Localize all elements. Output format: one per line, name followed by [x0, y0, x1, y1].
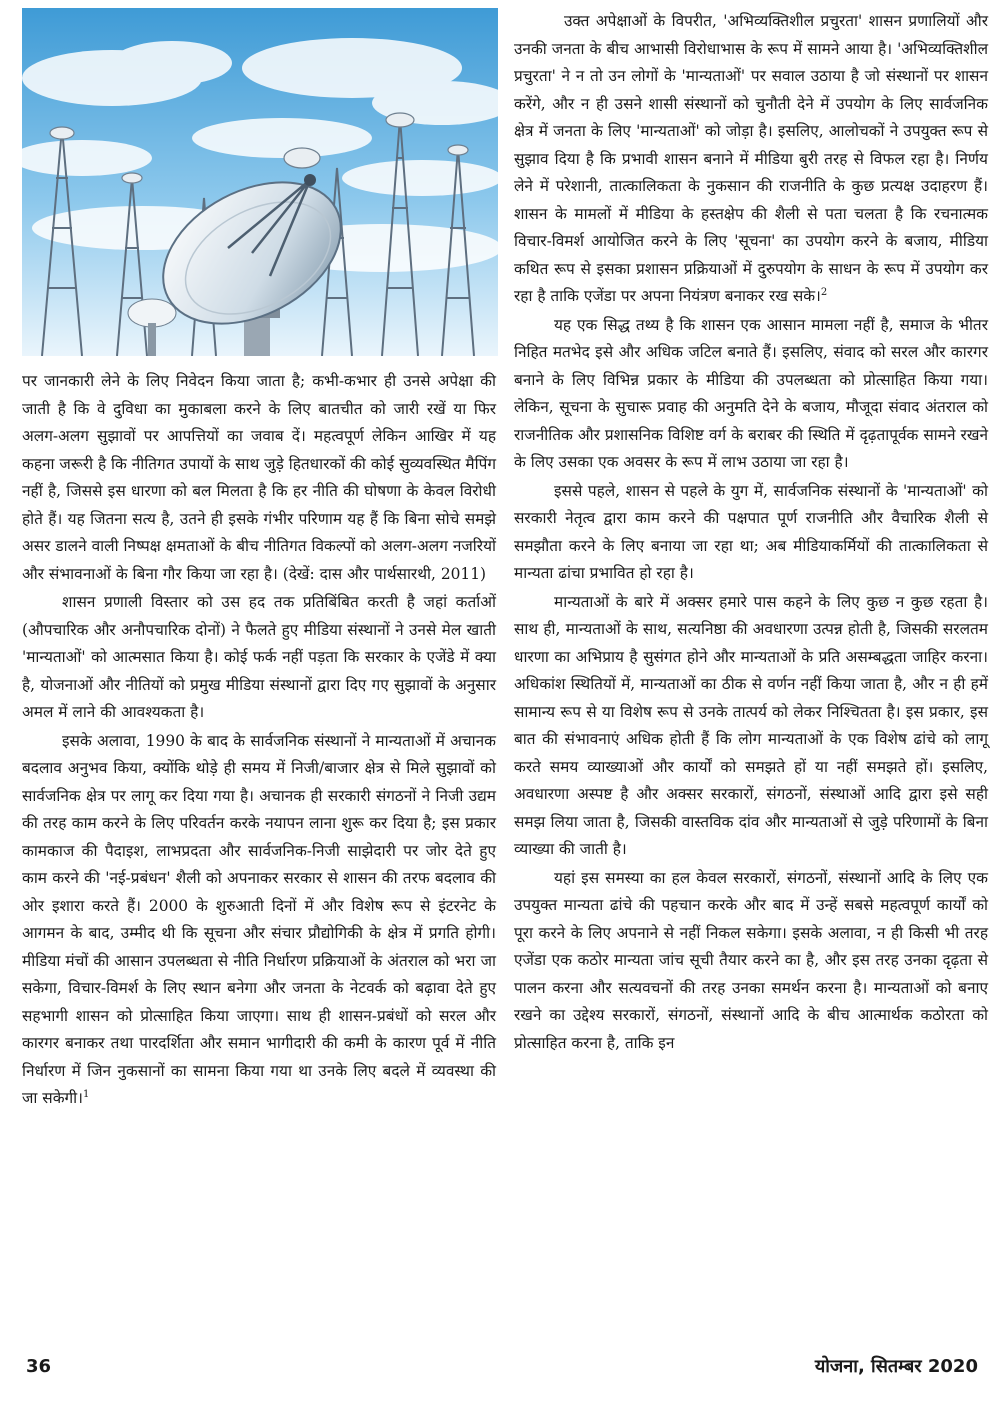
right-paragraph-5: यहां इस समस्या का हल केवल सरकारों, संगठनों, संस्थानों आदि के लिए एक उपयुक्त मान्यता ढांचे की पहचान करके और बाद में उन्हें सबसे महत्वपूर्ण कार्यों को पूरा करने के लिए अपनाने से नहीं निकल सकेगा। इसके अलावा, न ही किसी भी तरह एजेंडा एक कठोर मान्यता जांच सूची तैयार करने का है, और इस तरह उनका दृढ़ता से पालन करना और सत्यवचनों की तरह उनका समर्थन करना है। मान्यताओं को बनाए रखने का उद्देश्य सरकारों, संगठनों, संस्थानों आदि के बीच आत्मार्थक कठोरता को प्रोत्साहित करना है, ताकि इन [514, 868, 988, 1052]
publication-title: योजना, सितम्बर 2020 [814, 1356, 978, 1377]
page-number: 36 [26, 1356, 52, 1377]
left-paragraph-3 [22, 728, 496, 1113]
right-column [514, 8, 988, 1058]
left-paragraph-3-text: इसके अलावा, 1990 के बाद के सार्वजनिक संस्थानों ने मान्यताओं में अचानक बदलाव अनुभव किया, क्योंकि थोड़े ही समय में निजी/बाजार क्षेत्र से मिले सुझावों को सार्वजनिक क्षेत्र पर लागू कर दिया गया है। अचानक ही सरकारी संगठनों ने निजी उद्यम की तरह काम करने के लिए परिवर्तन करके नयापन लाना शुरू कर दिया है; इस प्रकार कामकाज की पैदाइश, लाभप्रदता और सार्वजनिक-निजी साझेदारी पर जोर देते हुए काम करने की 'नई-प्रबंधन' शैली को अपनाकर सरकार से शासन की तरफ बदलाव की ओर इशारा करते हैं। 2000 के शुरुआती दिनों में और विशेष रूप से इंटरनेट के आगमन के बाद, उम्मीद थी कि सूचना और संचार प्रौद्योगिकी के क्षेत्र में प्रगति होगी। मीडिया मंचों की आसान उपलब्धता से नीति निर्धारण प्रक्रियाओं के अंतराल को भरा जा सकेगा, विचार-विमर्श के लिए स्थान बनेगा और जनता के नेटवर्क को बढ़ावा देते हुए सहभागी शासन को प्रोत्साहित किया जाएगा। साथ ही शासन-प्रबंधों को सरल और कारगर बनाकर तथा पारदर्शिता और समान भागीदारी की कमी के कारण पूर्व में नीति निर्धारण में जिन नुकसानों का सामना किया गया था उनके लिए बदले में व्यवस्था की जा सकेगी। [22, 731, 496, 1107]
footnote-mark-1: 1 [83, 1088, 90, 1100]
satellite-dish-icon [22, 8, 498, 356]
left-column [22, 368, 496, 1114]
footnote-mark-2: 2 [820, 286, 828, 298]
satellite-dish-photo [22, 8, 498, 356]
right-paragraph-4: मान्यताओं के बारे में अक्सर हमारे पास कहने के लिए कुछ न कुछ रहता है। साथ ही, मान्यताओं के साथ, सत्यनिष्ठा की अवधारणा उत्पन्न होती है, जिसकी सरलतम धारणा का अभिप्राय है सुसंगत होने और मान्यताओं के प्रति असम्बद्धता जाहिर करना। अधिकांश स्थितियों में, मान्यताओं का ठीक से वर्णन नहीं किया जाता है, और न ही हमें सामान्य रूप से या विशेष रूप से उनके तात्पर्य को लेकर निश्चितता है। इस प्रकार, इस बात की संभावनाएं अधिक होती हैं कि लोग मान्यताओं के एक विशेष ढांचे को लागू करते समय व्याख्याओं और कार्यों को समझते हों या नहीं समझते हों। इसलिए, अवधारणा अस्पष्ट है और अक्सर सरकारों, संगठनों, संस्थाओं आदि द्वारा इसे सही समझ लिया जाता है, जिसकी वास्तविक दांव और मान्यताओं से जुड़े परिणामों के बिना व्याख्या की जाती है। [514, 592, 988, 858]
right-paragraph-3: इससे पहले, शासन से पहले के युग में, सार्वजनिक संस्थानों के 'मान्यताओं' को सरकारी नेतृत्व द्वारा काम करने की पक्षपात पूर्ण राजनीति और वैचारिक शैली से समझौता करने के लिए बनाया जा रहा था; अब मीडियाकर्मियों की तात्कालिकता से मान्यता ढांचा प्रभावित हो रहा है। [514, 481, 988, 582]
left-paragraph-2: शासन प्रणाली विस्तार को उस हद तक प्रतिबिंबित करती है जहां कर्ताओं (औपचारिक और अनौपचारिक दोनों) ने फैलते हुए मीडिया संस्थानों ने उनसे मेल खाती 'मान्यताओं' को आत्मसात किया है। कोई फर्क नहीं पड़ता कि सरकार के एजेंडे में क्या है, योजनाओं और नीतियों को प्रमुख मीडिया संस्थानों द्वारा दिए गए सुझावों के अनुसार अमल में लाने की आवश्यकता है। [22, 593, 496, 721]
left-paragraph-1: पर जानकारी लेने के लिए निवेदन किया जाता है; कभी-कभार ही उनसे अपेक्षा की जाती है कि वे दुविधा का मुकाबला करने के लिए बातचीत को जारी रखें या फिर अलग-अलग सुझावों पर आपत्तियों का जवाब दें। महत्वपूर्ण लेकिन आखिर में यह कहना जरूरी है कि नीतिगत उपायों के साथ जुड़े हितधारकों की कोई सुव्यवस्थित मैपिंग नहीं है, जिससे इस धारणा को बल मिलता है कि हर नीति की घोषणा के केवल विरोधी होते हैं। यह जितना सत्य है, उतने ही इसके गंभीर परिणाम यह हैं कि बिना सोचे समझे असर डालने वाली निष्पक्ष क्षमताओं के बीच नीतिगत विकल्पों को अलग-अलग नजरियों और संभावनाओं के बिना गौर किया जा रहा है। (देखें: दास और पार्थसारथी, 2011) [22, 372, 496, 583]
right-paragraph-2: यह एक सिद्ध तथ्य है कि शासन एक आसान मामला नहीं है, समाज के भीतर निहित मतभेद इसे और अधिक जटिल बनाते हैं। इसलिए, संवाद को सरल और कारगर बनाने के लिए विभिन्न प्रकार के मीडिया की उपलब्धता को प्रोत्साहित किया गया। लेकिन, सूचना के सुचारू प्रवाह की अनुमति देने के बजाय, मौजूदा संवाद अंतराल को राजनीतिक और प्रशासनिक विशिष्ट वर्ग के बराबर की स्थिति में दृढ़तापूर्वक सामने रखने के लिए उसका एक अवसर के रूप में लाभ उठाया जा रहा है। [514, 315, 988, 471]
right-paragraph-1 [514, 8, 988, 311]
right-paragraph-1-text: उक्त अपेक्षाओं के विपरीत, 'अभिव्यक्तिशील प्रचुरता' शासन प्रणालियों और उनकी जनता के बीच आभासी विरोधाभास के रूप में सामने आया है। 'अभिव्यक्तिशील प्रचुरता' ने न तो उन लोगों के 'मान्यताओं' पर सवाल उठाया है जो संस्थानों पर शासन करेंगे, और न ही उसने शासी संस्थानों को चुनौती देने में उपयोग के लिए सार्वजनिक क्षेत्र में जनता के लिए 'मान्यताओं' को जोड़ा है। इसलिए, आलोचकों ने उपयुक्त रूप से सुझाव दिया है कि प्रभावी शासन बनाने में मीडिया बुरी तरह से विफल रहा है। निर्णय लेने में परेशानी, तात्कालिकता के नुकसान की राजनीति के कुछ प्रत्यक्ष उदाहरण हैं। शासन के मामलों में मीडिया के हस्तक्षेप की शैली से पता चलता है कि रचनात्मक विचार-विमर्श आयोजित करने के लिए 'सूचना' का उपयोग करने के बजाय, मीडिया कथित रूप से इसका प्रशासन प्रक्रियाओं में दुरुपयोग के साधन के रूप में उपयोग कर रहा है ताकि एजेंडा पर अपना नियंत्रण बनाकर रख सके। [514, 12, 988, 305]
